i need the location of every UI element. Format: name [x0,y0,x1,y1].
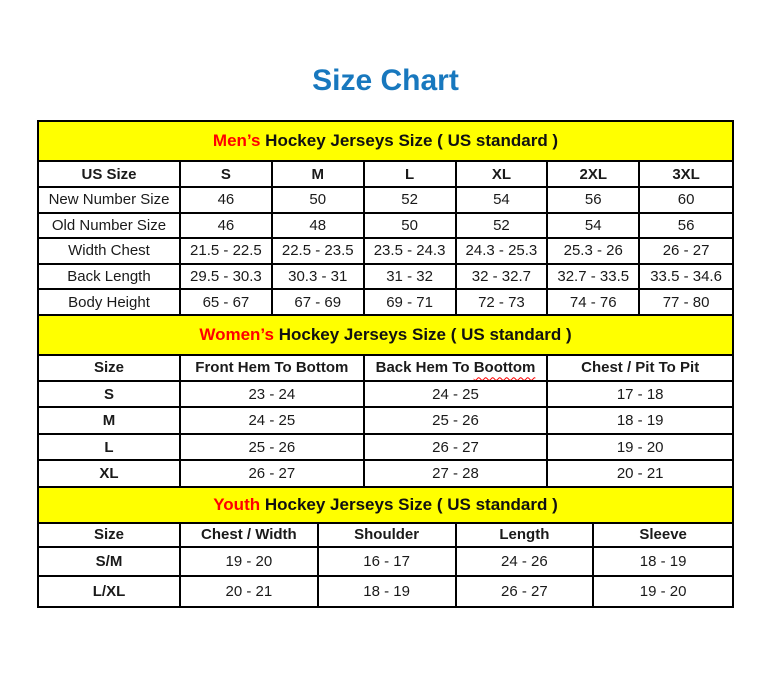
youth-section-highlight: Youth [213,494,261,514]
mens-cell: 22.5 - 23.5 [273,239,365,265]
womens-col-header-size: Size [39,356,181,382]
youth-col-header-size: Size [39,524,181,548]
mens-row-label: New Number Size [39,188,181,214]
mens-col-header-2xl: 2XL [548,162,640,188]
womens-section-title: Hockey Jerseys Size ( US standard ) [273,324,572,344]
mens-cell: 46 [181,214,273,240]
mens-cell: 72 - 73 [457,290,549,316]
youth-cell: 26 - 27 [457,577,595,606]
mens-cell: 32.7 - 33.5 [548,265,640,291]
mens-cell: 48 [273,214,365,240]
mens-cell: 24.3 - 25.3 [457,239,549,265]
youth-cell: 24 - 26 [457,548,595,577]
mens-cell: 32 - 32.7 [457,265,549,291]
mens-section-highlight: Men’s [212,131,261,150]
mens-section-header [39,122,732,162]
womens-cell: 25 - 26 [365,408,549,435]
womens-row-label: S [39,382,181,409]
mens-cell: 52 [457,214,549,240]
womens-row-label: L [39,435,181,462]
womens-cell: 17 - 18 [548,382,732,409]
mens-cell: 74 - 76 [548,290,640,316]
womens-row-label: XL [39,461,181,488]
youth-cell: 16 - 17 [319,548,457,577]
youth-row-label: S/M [39,548,181,577]
mens-cell: 67 - 69 [273,290,365,316]
womens-cell: 20 - 21 [548,461,732,488]
mens-cell: 52 [365,188,457,214]
back-hem-prefix: Back Hem To [375,359,474,377]
mens-cell: 77 - 80 [640,290,732,316]
mens-cell: 25.3 - 26 [548,239,640,265]
mens-section-title: Hockey Jerseys Size ( US standard ) [260,131,559,150]
youth-cell: 19 - 20 [181,548,319,577]
womens-cell: 23 - 24 [181,382,365,409]
mens-col-header-m: M [273,162,365,188]
mens-cell: 54 [548,214,640,240]
womens-col-header-front-hem: Front Hem To Bottom [181,356,365,382]
mens-cell: 21.5 - 22.5 [181,239,273,265]
mens-col-header-us-size: US Size [39,162,181,188]
mens-row-label: Body Height [39,290,181,316]
womens-cell: 24 - 25 [181,408,365,435]
mens-row-label: Width Chest [39,239,181,265]
womens-cell: 19 - 20 [548,435,732,462]
youth-col-header-length: Length [457,524,595,548]
mens-row-label: Old Number Size [39,214,181,240]
womens-section-highlight: Women’s [199,324,274,344]
womens-cell: 26 - 27 [365,435,549,462]
mens-cell: 23.5 - 24.3 [365,239,457,265]
womens-cell: 18 - 19 [548,408,732,435]
youth-row-label: L/XL [39,577,181,606]
womens-col-header-chest: Chest / Pit To Pit [548,356,732,382]
mens-col-header-s: S [181,162,273,188]
mens-cell: 26 - 27 [640,239,732,265]
mens-col-header-3xl: 3XL [640,162,732,188]
youth-cell: 19 - 20 [639,582,687,600]
womens-col-header-back-hem [365,356,549,382]
mens-col-header-l: L [365,162,457,188]
youth-section-title: Hockey Jerseys Size ( US standard ) [260,494,558,514]
youth-col-header-chest-width: Chest / Width [181,524,319,548]
size-chart-table [37,120,734,608]
mens-cell: 54 [457,188,549,214]
mens-cell: 60 [640,188,732,214]
youth-cell: 18 - 19 [319,577,457,606]
page-title: Size Chart [312,64,459,97]
womens-cell: 25 - 26 [181,435,365,462]
youth-col-header-sleeve: Sleeve [594,524,732,548]
back-hem-misspelled-word: Boottom [473,359,536,377]
youth-section-header [39,488,732,524]
mens-cell: 33.5 - 34.6 [640,265,732,291]
mens-cell: 56 [548,188,640,214]
mens-cell: 31 - 32 [365,265,457,291]
youth-cell: 20 - 21 [181,577,319,606]
mens-cell: 29.5 - 30.3 [181,265,273,291]
womens-cell: 26 - 27 [181,461,365,488]
mens-cell: 65 - 67 [181,290,273,316]
womens-cell: 24 - 25 [365,382,549,409]
mens-cell: 50 [273,188,365,214]
womens-section-header [39,316,732,356]
mens-cell: 50 [365,214,457,240]
youth-cell: 18 - 19 [594,548,732,577]
womens-table [39,356,732,488]
mens-cell: 30.3 - 31 [273,265,365,291]
mens-table [39,162,732,316]
mens-cell: 69 - 71 [365,290,457,316]
womens-row-label: M [39,408,181,435]
youth-table [39,524,732,606]
mens-cell: 56 [640,214,732,240]
mens-row-label: Back Length [39,265,181,291]
mens-col-header-xl: XL [457,162,549,188]
youth-col-header-shoulder: Shoulder [319,524,457,548]
mens-cell: 46 [181,188,273,214]
womens-cell: 27 - 28 [365,461,549,488]
